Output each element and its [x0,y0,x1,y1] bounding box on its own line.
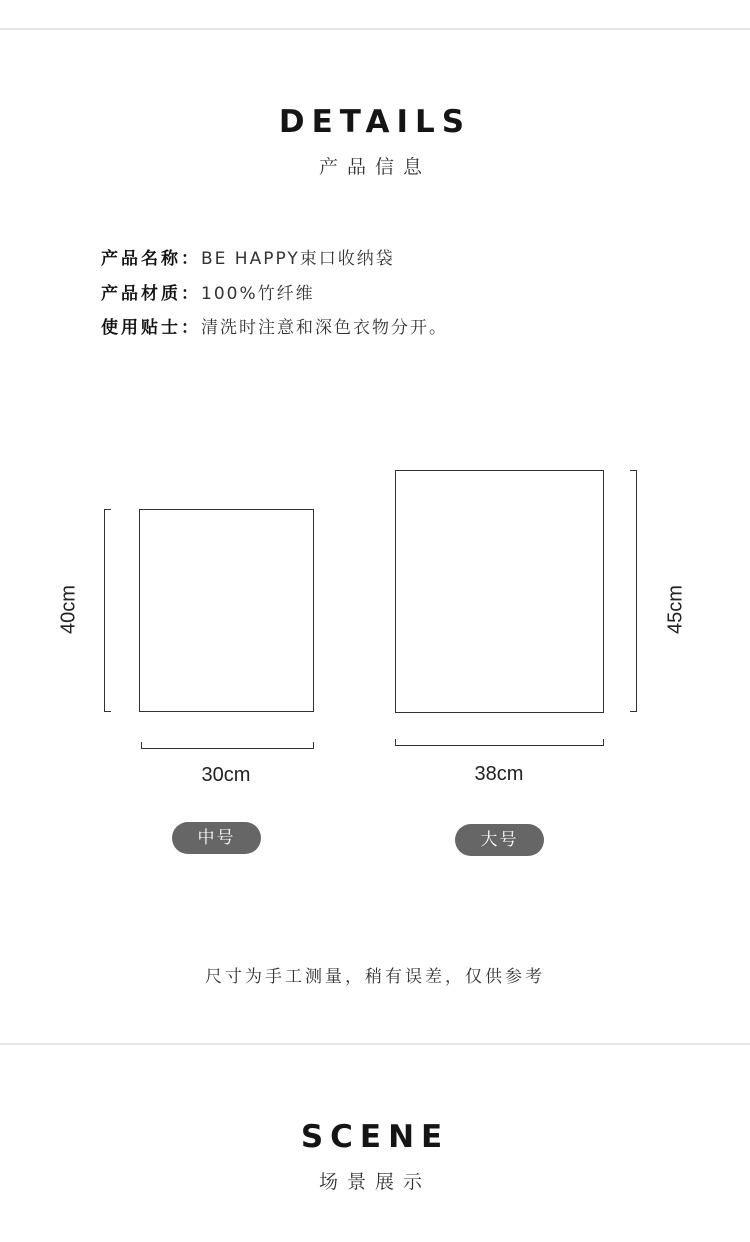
top-divider [0,28,750,30]
large-width-label: 38cm [474,763,524,785]
measurement-note: 尺寸为手工测量，稍有误差，仅供参考 [205,967,545,987]
medium-height-label: 40cm [57,585,80,634]
info-value-name: BE HAPPY束口收纳袋 [201,249,395,269]
scene-subtitle: 场景展示 [318,1171,431,1193]
info-row-tips [101,313,661,348]
large-size-badge: 大号 [455,824,544,856]
info-value-tips: 清洗时注意和深色衣物分开。 [201,318,448,338]
large-height-label: 45cm [664,585,687,634]
info-label-tips: 使用贴士： [101,318,201,338]
info-row-name [101,244,661,279]
large-bag-outline [395,470,604,713]
info-label-name: 产品名称： [101,249,201,269]
info-row-material [101,279,661,314]
details-subtitle: 产品信息 [318,156,431,178]
medium-height-bracket [104,509,111,712]
info-value-material: 100%竹纤维 [201,283,315,304]
product-info [101,244,661,348]
large-width-bracket [395,739,604,746]
scene-title: SCENE [300,1119,450,1155]
medium-width-bracket [141,742,314,749]
info-label-material: 产品材质： [101,283,201,304]
section-divider [0,1043,750,1045]
medium-width-label: 30cm [201,764,251,786]
details-title: DETAILS [278,104,472,140]
large-height-bracket [630,470,637,712]
medium-bag-outline [139,509,314,712]
medium-size-badge: 中号 [172,822,261,854]
